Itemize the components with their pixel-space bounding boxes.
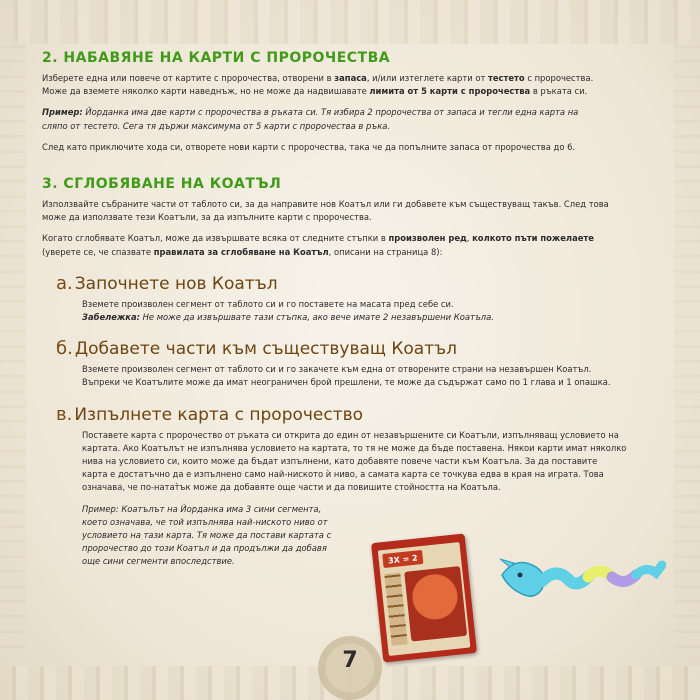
card-level-track (384, 572, 407, 645)
step-a-heading: a. Започнете нов Коатъл (56, 272, 278, 294)
rules-content (42, 50, 672, 569)
section-3-heading: 3. СГЛОБЯВАНЕ НА КОАТЪЛ (42, 176, 282, 193)
section-3-paragraph-1: Използвайте събраните части от таблото си, за да направите нов Коатъл или ги добавете към съществуващ такъв. След това може да използвате тези Коатъли, за да изпълните карти с пророчества. (42, 199, 609, 223)
section-2-paragraph-1: Изберете една или повече от картите с пророчества, отворени в запаса, и/или изтеглете карти от тестето с пророчества. Може да вземете няколко карти наведнъж, но не може да надвишавате лимита от 5 карти с пророчества в ръката си. (42, 73, 594, 97)
step-c-heading: в. Изпълнете карта с пророчество (56, 403, 364, 425)
step-c-body: Поставете карта с пророчество от ръката си открита до един от незавършените си Коатъли, изпълняващ условието на картата. Ако Коатълът не изпълнява условието на картата, то тя не може да бъде поставена. Някои карти имат няколко нива на условието си, които може да бъдат изпълнени, като добавяте повече части към Коатъла. За да поставите карта е достатъчно да е изпълнено само най-ниското ѝ ниво, а самата карта се точкува едва в края на играта. Това означава, че по-натат̀ък може да добавяте още части и да повишите стойността на Коатъла. (82, 429, 627, 493)
step-c-example: Пример: Коатълът на Йорданка има 3 сини сегмента, което означава, че той изпълнява най-ниското ниво от условието на тази карта. Тя може да постави картата с пророчество до този Коатъл и да продължи да добавя още сини сегменти впоследствие. (82, 503, 332, 567)
coatl-serpent-image (496, 545, 666, 615)
decorative-border-top (0, 0, 700, 44)
section-2-example: Пример: Йорданка има две карти с пророчества в ръката си. Тя избира 2 пророчества от запаса и тегли една карта на сляпо от тестето. Сега тя държи максимума от 5 карти с пророчества в ръка. (42, 107, 579, 131)
step-a-body: Вземете произволен сегмент от таблото си и го поставете на масата пред себе си. Забележка: Не може да извършвате тази стъпка, ако вече имате 2 незавършени Коатъла. (82, 298, 494, 323)
section-3-paragraph-2: Когато сглобявате Коатъл, може да извършвате всяка от следните стъпки в произволен ред, колкото пъти пожелаете (уверете се, че спазвате правилата за сглобяване на Коатъл, описани на страница 8): (42, 233, 594, 257)
decorative-border-left (0, 40, 26, 660)
page-number: 7 (342, 648, 358, 673)
card-condition-tag: 3X = 2 (382, 550, 423, 568)
prophecy-card-image (371, 533, 477, 662)
step-b-heading: б. Добавете части към съществуващ Коатъл (56, 338, 458, 360)
card-deity-art (404, 566, 467, 641)
section-2-paragraph-3: След като приключите хода си, отворете нови карти с пророчества, така че да попълните запаса от пророчества до 6. (42, 141, 576, 152)
decorative-border-right (674, 40, 700, 660)
step-b-body: Вземете произволен сегмент от таблото си и го закачете към една от отворените страни на незавършен Коатъл. Въпреки че Коатълите може да имат неограничен брой прешлени, те може да съдържат само по 1 глава и 1 опашка. (82, 364, 611, 388)
card-face (378, 542, 471, 656)
section-2-heading: 2. НАБАВЯНЕ НА КАРТИ С ПРОРОЧЕСТВА (42, 50, 391, 66)
